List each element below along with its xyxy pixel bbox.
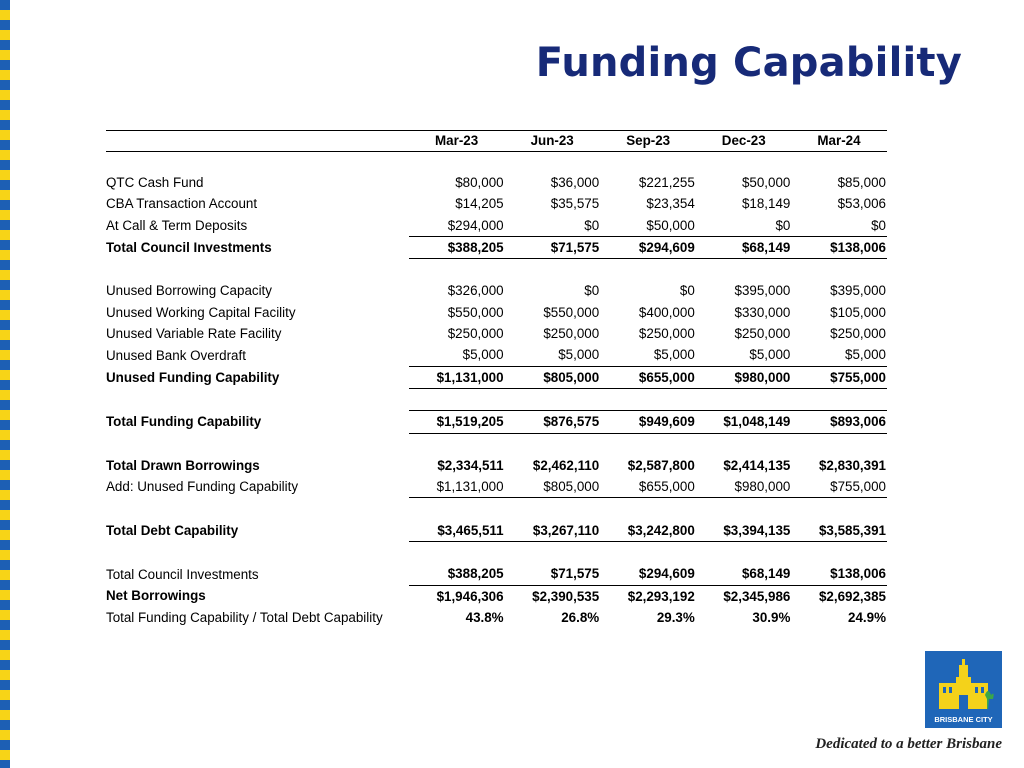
table-row xyxy=(106,280,887,301)
cell-value: $2,692,385 xyxy=(818,588,886,604)
cell-value: 29.3% xyxy=(656,609,695,625)
cell-value: $71,575 xyxy=(505,236,601,258)
cell-value: $3,267,110 xyxy=(505,520,601,542)
cell-value: $138,006 xyxy=(791,563,887,585)
total-row xyxy=(106,236,887,258)
cell-value: $893,006 xyxy=(791,411,887,433)
table-row xyxy=(106,193,887,214)
funding-table-container xyxy=(106,130,887,628)
cell-value: $655,000 xyxy=(600,366,696,388)
cell-value: $1,946,306 xyxy=(436,588,504,604)
row-label: Total Debt Capability xyxy=(106,523,239,538)
row-label: Total Council Investments xyxy=(106,566,259,582)
tagline: Dedicated to a better Brisbane xyxy=(815,736,1002,752)
cell-value: $50,000 xyxy=(741,175,791,190)
cell-value: $2,390,535 xyxy=(532,588,600,604)
cell-value: $53,006 xyxy=(837,196,886,212)
spacer-row xyxy=(106,388,887,410)
cell-value: $805,000 xyxy=(505,366,601,388)
cell-value: $0 xyxy=(871,217,886,233)
cell-value: $1,519,205 xyxy=(409,411,505,433)
cell-value: $3,394,135 xyxy=(696,520,792,542)
cell-value: $3,585,391 xyxy=(791,520,887,542)
row-label: Unused Funding Capability xyxy=(106,369,280,385)
column-header: Jun-23 xyxy=(505,131,601,152)
row-label: Unused Working Capital Facility xyxy=(106,304,296,320)
table-header-row xyxy=(106,131,887,152)
page-title: Funding Capability xyxy=(535,40,962,86)
cell-value: $80,000 xyxy=(455,175,504,190)
cell-value: $2,345,986 xyxy=(723,588,791,604)
cell-value: $755,000 xyxy=(791,476,887,498)
column-header: Mar-24 xyxy=(791,131,887,152)
side-stripe-decoration xyxy=(0,0,10,768)
cell-value: $0 xyxy=(775,217,791,233)
cell-value: $755,000 xyxy=(791,366,887,388)
cell-value: $294,609 xyxy=(600,236,696,258)
cell-value: 26.8% xyxy=(561,609,600,625)
total-row xyxy=(106,520,887,542)
cell-value: $2,462,110 xyxy=(532,457,600,473)
row-label: Total Funding Capability xyxy=(106,414,262,430)
cell-value: $18,149 xyxy=(741,196,791,212)
cell-value: $330,000 xyxy=(734,304,791,320)
spacer-row xyxy=(106,433,887,455)
cell-value: $3,465,511 xyxy=(409,520,505,542)
cell-value: $1,131,000 xyxy=(409,476,505,498)
cell-value: $388,205 xyxy=(409,236,505,258)
row-label: QTC Cash Fund xyxy=(106,175,204,190)
table-row xyxy=(106,172,887,193)
row-label: Total Funding Capability / Total Debt Capability xyxy=(106,609,383,625)
cell-value: $3,242,800 xyxy=(600,520,696,542)
cell-value: $71,575 xyxy=(505,563,601,585)
cell-value: $221,255 xyxy=(638,175,695,190)
cell-value: $2,414,135 xyxy=(723,457,791,473)
column-header: Mar-23 xyxy=(409,131,505,152)
row-label: CBA Transaction Account xyxy=(106,196,258,212)
cell-value: $250,000 xyxy=(830,326,886,342)
cell-value: $805,000 xyxy=(505,476,601,498)
row-label: Total Drawn Borrowings xyxy=(106,457,260,473)
cell-value: $23,354 xyxy=(646,196,695,212)
cell-value: $980,000 xyxy=(696,366,792,388)
cell-value: $250,000 xyxy=(543,326,600,342)
cell-value: $85,000 xyxy=(837,175,886,190)
cell-value: $1,131,000 xyxy=(409,366,505,388)
cell-value: $5,000 xyxy=(462,347,504,363)
cell-value: $2,334,511 xyxy=(437,457,504,473)
cell-value: $2,293,192 xyxy=(627,588,695,604)
city-hall-icon xyxy=(925,651,1002,728)
cell-value: $294,000 xyxy=(447,217,504,233)
cell-value: $0 xyxy=(584,217,600,233)
cell-value: 30.9% xyxy=(752,609,791,625)
total-row xyxy=(106,366,887,388)
cell-value: $36,000 xyxy=(550,175,600,190)
cell-value: $550,000 xyxy=(543,304,600,320)
cell-value: $980,000 xyxy=(696,476,792,498)
cell-value: $294,609 xyxy=(600,563,696,585)
table-row xyxy=(106,323,887,344)
cell-value: 24.9% xyxy=(848,609,886,625)
cell-value: $68,149 xyxy=(696,236,792,258)
cell-value: $550,000 xyxy=(447,304,504,320)
table-row xyxy=(106,344,887,366)
header-label-cell xyxy=(106,131,409,152)
cell-value: $250,000 xyxy=(734,326,791,342)
column-header: Dec-23 xyxy=(696,131,792,152)
cell-value: $250,000 xyxy=(447,326,504,342)
cell-value: $0 xyxy=(584,283,600,299)
cell-value: $400,000 xyxy=(638,304,695,320)
cell-value: $0 xyxy=(679,283,695,299)
spacer-row xyxy=(106,498,887,520)
cell-value: $5,000 xyxy=(845,347,886,363)
cell-value: $250,000 xyxy=(638,326,695,342)
cell-value: $14,205 xyxy=(455,196,504,212)
row-label: Total Council Investments xyxy=(106,239,272,255)
total-row xyxy=(106,585,887,607)
spacer-row xyxy=(106,259,887,281)
cell-value: $326,000 xyxy=(447,283,504,299)
cell-value: $388,205 xyxy=(409,563,505,585)
cell-value: $5,000 xyxy=(653,347,695,363)
row-label: Add: Unused Funding Capability xyxy=(106,479,299,495)
cell-value: $105,000 xyxy=(830,304,886,320)
logo-text: BRISBANE CITY xyxy=(934,715,993,724)
table-row xyxy=(106,302,887,323)
column-header: Sep-23 xyxy=(600,131,696,152)
cell-value: $5,000 xyxy=(749,347,791,363)
total-row xyxy=(106,455,887,476)
cell-value: $35,575 xyxy=(550,196,600,212)
row-label: Unused Variable Rate Facility xyxy=(106,326,282,342)
cell-value: $655,000 xyxy=(600,476,696,498)
cell-value: $138,006 xyxy=(791,236,887,258)
cell-value: $5,000 xyxy=(558,347,600,363)
row-label: Net Borrowings xyxy=(106,588,206,604)
cell-value: $50,000 xyxy=(646,217,695,233)
table-row xyxy=(106,215,887,237)
table-row xyxy=(106,476,887,498)
table-row xyxy=(106,607,887,628)
cell-value: $68,149 xyxy=(696,563,792,585)
cell-value: $876,575 xyxy=(505,411,601,433)
cell-value: $1,048,149 xyxy=(696,411,792,433)
row-label: At Call & Term Deposits xyxy=(106,217,248,233)
spacer-row xyxy=(106,542,887,564)
cell-value: 43.8% xyxy=(465,609,504,625)
total-row xyxy=(106,411,887,433)
cell-value: $395,000 xyxy=(830,283,886,299)
funding-table xyxy=(106,130,887,628)
cell-value: $949,609 xyxy=(600,411,696,433)
spacer-row xyxy=(106,152,887,173)
cell-value: $2,830,391 xyxy=(818,457,886,473)
cell-value: $2,587,800 xyxy=(627,457,695,473)
row-label: Unused Borrowing Capacity xyxy=(106,283,272,299)
cell-value: $395,000 xyxy=(734,283,791,299)
brisbane-city-logo xyxy=(925,651,1002,728)
row-label: Unused Bank Overdraft xyxy=(106,347,246,363)
table-row xyxy=(106,563,887,585)
